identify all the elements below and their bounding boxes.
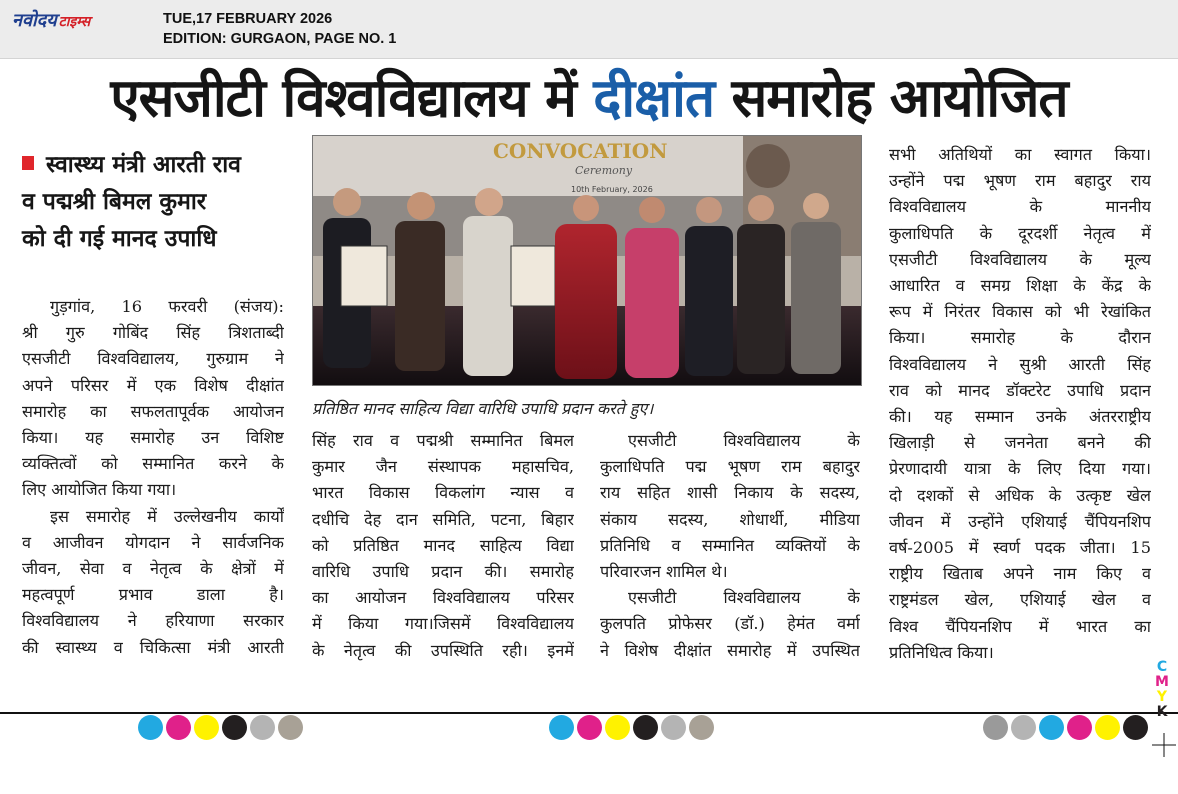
text-line: व आजीवन योगदान ने सार्वजनिक: [22, 532, 284, 552]
text-line: प्रेरणादायी यात्रा के लिए दिया गया।: [889, 459, 1151, 479]
red-square-bullet-icon: [22, 156, 34, 170]
text-line: राष्ट्रमंडल खेल, एशियाई खेल व: [889, 590, 1151, 610]
black-dot: [1123, 715, 1148, 740]
text-line: के नेतृत्व की उपस्थिति रही। इनमें: [312, 640, 574, 660]
text-line: खिलाड़ी से जननेता बनने की: [889, 433, 1151, 453]
article-headline: [0, 64, 1178, 134]
text-line: एसजीटी विश्वविद्यालय के: [628, 588, 860, 608]
headline-part-1: एसजीटी विश्वविद्यालय में: [110, 68, 594, 129]
text-line: लिए आयोजित किया गया।: [22, 480, 177, 500]
cmyk-label: [1151, 660, 1173, 720]
text-line: विश्व चैंपियनशिप में भारत का: [889, 616, 1151, 636]
magenta-dot: [166, 715, 191, 740]
text-line: राष्ट्रीय खिताब अपने नाम किए व: [889, 564, 1151, 584]
cmyk-letter-k: K: [1156, 704, 1168, 720]
black-dot: [222, 715, 247, 740]
convocation-photo: [312, 135, 862, 386]
text-line: किया। समारोह के दौरान: [889, 328, 1151, 348]
text-line: समारोह का सफलतापूर्वक आयोजन: [22, 401, 284, 421]
text-line: इस समारोह में उल्लेखनीय कार्यों: [50, 506, 284, 526]
text-line: भारत विकास विकलांग न्यास व: [312, 483, 574, 503]
cyan-dot: [549, 715, 574, 740]
gray-dot: [983, 715, 1008, 740]
color-bar-center: [549, 715, 714, 740]
newspaper-logo[interactable]: [12, 8, 90, 34]
text-line: अपने परिसर में एक विशेष दीक्षांत: [22, 375, 284, 395]
text-line: एसजीटी विश्वविद्यालय, गुरुग्राम ने: [22, 349, 284, 369]
gray-dot: [278, 715, 303, 740]
subhead-line: को दी गई मानद उपाधि: [22, 226, 217, 252]
magenta-dot: [577, 715, 602, 740]
edition-info: [163, 9, 396, 49]
masthead-bar: [0, 0, 1178, 59]
black-dot: [633, 715, 658, 740]
logo-primary-text: नवोदय: [12, 10, 57, 31]
cyan-dot: [1039, 715, 1064, 740]
photo-banner-title: CONVOCATION: [493, 139, 668, 163]
text-line: संकाय सदस्य, शोधार्थी, मीडिया: [600, 509, 860, 529]
text-line: वर्ष-2005 में स्वर्ण पदक जीता। 15: [889, 538, 1151, 558]
cmyk-letter-c: C: [1156, 659, 1168, 675]
text-line: परिवारजन शामिल थे।: [600, 562, 728, 582]
cmyk-letter-y: Y: [1156, 689, 1168, 705]
yellow-dot: [194, 715, 219, 740]
text-line: रूप में निरंतर विकास को भी रेखांकित: [889, 302, 1151, 322]
text-line: का आयोजन विश्वविद्यालय परिसर: [312, 588, 574, 608]
edition-date: TUE,17 FEBRUARY 2026: [163, 11, 333, 27]
article-column-4: [889, 142, 1151, 666]
text-line: किया। यह समारोह उन विशिष्ट: [22, 428, 284, 448]
text-line: में किया गया।जिसमें विश्वविद्यालय: [312, 614, 574, 634]
text-line: गुड़गांव, 16 फरवरी (संजय):: [50, 297, 284, 316]
edition-page: EDITION: GURGAON, PAGE NO. 1: [163, 31, 397, 47]
text-line: राय सहित शासी निकाय के सदस्य,: [600, 483, 860, 503]
gray-dot: [689, 715, 714, 740]
photo-caption: प्रतिष्ठित मानद साहित्य विद्या वारिधि उपाधि प्रदान करते हुए।: [312, 399, 654, 418]
logo-secondary-text: टाइम्स: [58, 14, 91, 30]
text-line: कुलाधिपति के दूरदर्शी नेतृत्व में: [889, 223, 1151, 243]
cmyk-letter-m: M: [1155, 674, 1169, 690]
bottom-rule: [0, 712, 1178, 714]
registration-mark-icon: [1152, 733, 1176, 757]
text-line: सिंह राव व पद्मश्री सम्मानित बिमल: [312, 431, 574, 450]
text-line: दो दशकों से अधिक के उत्कृष्ट खेल: [889, 485, 1151, 505]
convocation-photo-illustration: [313, 136, 861, 385]
text-line: व्यक्तित्वों को सम्मानित करने के: [22, 454, 284, 474]
text-line: श्री गुरु गोबिंद सिंह त्रिशताब्दी: [22, 323, 284, 343]
gray-dot: [250, 715, 275, 740]
cyan-dot: [138, 715, 163, 740]
text-line: एसजीटी विश्वविद्यालय के मूल्य: [889, 249, 1151, 269]
text-line: जीवन में उन्होंने एशियाई चैंपियनशिप: [889, 511, 1151, 531]
text-line: सभी अतिथियों का स्वागत किया।: [889, 145, 1151, 164]
article-column-3: [600, 428, 860, 664]
text-line: की। यह सम्मान उनके अंतरराष्ट्रीय: [889, 407, 1151, 427]
magenta-dot: [1067, 715, 1092, 740]
text-line: कुमार जैन संस्थापक महासचिव,: [312, 457, 574, 477]
text-line: कुलपति प्रोफेसर (डॉ.) हेमंत वर्मा: [600, 614, 860, 634]
text-line: को प्रतिष्ठित मानद साहित्य विद्या: [312, 535, 574, 555]
text-line: महत्वपूर्ण प्रभाव डाला है।: [22, 585, 284, 605]
text-line: प्रतिनिधित्व किया।: [889, 642, 994, 662]
text-line: विश्वविद्यालय ने हरियाणा सरकार: [22, 611, 284, 631]
text-line: कुलाधिपति पद्म भूषण राम बहादुर: [600, 457, 860, 477]
text-line: वारिधि उपाधि प्रदान की। समारोह: [312, 562, 574, 582]
subhead-line: व पद्मश्री बिमल कुमार: [22, 189, 207, 215]
gray-dot: [1011, 715, 1036, 740]
text-line: ने विशेष दीक्षांत समारोह में उपस्थित: [600, 640, 860, 660]
gray-dot: [661, 715, 686, 740]
text-line: विश्वविद्यालय के माननीय: [889, 197, 1151, 217]
article-column-2: [312, 428, 574, 664]
text-line: उन्होंने पद्म भूषण राम बहादुर राय: [889, 171, 1151, 191]
headline-part-2: समारोह आयोजित: [714, 68, 1068, 129]
subhead-line: स्वास्थ्य मंत्री आरती राव: [22, 147, 290, 184]
article-subheading: [22, 147, 290, 258]
text-line: प्रतिनिधि व सम्मानित व्यक्तियों के: [600, 535, 860, 555]
text-line: विश्वविद्यालय ने सुश्री आरती सिंह: [889, 354, 1151, 374]
photo-banner-date: 10th February, 2026: [571, 185, 653, 194]
text-line: की स्वास्थ्य व चिकित्सा मंत्री आरती: [22, 637, 284, 657]
color-bar-right: [983, 715, 1148, 740]
headline-highlight: दीक्षांत: [593, 68, 715, 129]
text-line: दधीचि देह दान समिति, पटना, बिहार: [312, 509, 574, 529]
text-line: आधारित व समग्र शिक्षा के केंद्र के: [889, 276, 1151, 296]
color-bar-left: [138, 715, 303, 740]
article-column-1: [22, 294, 284, 661]
yellow-dot: [605, 715, 630, 740]
photo-banner-subtitle: Ceremony: [575, 164, 633, 177]
text-line: एसजीटी विश्वविद्यालय के: [628, 431, 860, 450]
yellow-dot: [1095, 715, 1120, 740]
text-line: राव को मानद डॉक्टरेट उपाधि प्रदान: [889, 380, 1151, 400]
text-line: जीवन, सेवा व नेतृत्व के क्षेत्रों में: [22, 559, 284, 579]
